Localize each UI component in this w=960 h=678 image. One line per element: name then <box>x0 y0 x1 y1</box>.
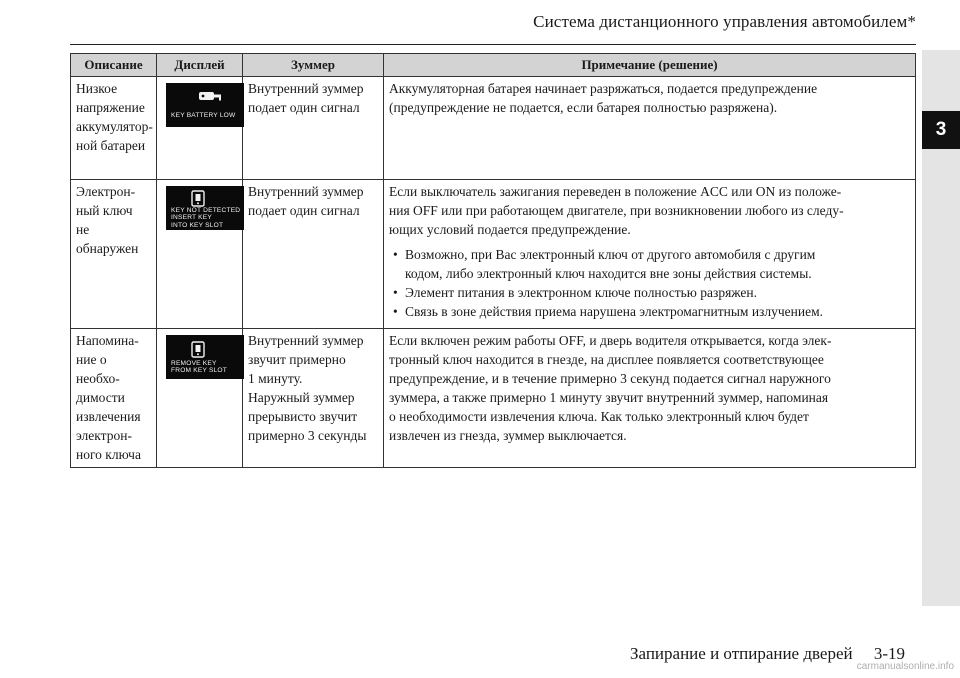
watermark: carmanualsonline.info <box>856 661 954 672</box>
notes-bullet-list <box>389 245 910 321</box>
row-notes <box>384 329 916 468</box>
row-buzzer: Внутренний зуммер подает один сигнал <box>243 180 384 329</box>
page-header-title: Система дистанционного управления автомобилем* <box>533 12 916 31</box>
row-buzzer: Внутренний зуммер подает один сигнал <box>243 77 384 180</box>
notes-text: Если выключатель зажигания переведен в положение ACC или ON из положе- ния OFF или при работающем двигателе, при возникновении любого из следу- ющих условий подается предупреждение. <box>389 184 844 237</box>
key-fob-icon <box>198 89 224 108</box>
display-screen-image <box>166 83 244 127</box>
list-item: • Возможно, при Вас электронный ключ от другого автомобиля с другим кодом, либо электронный ключ находится вне зоны действия системы. <box>389 245 910 283</box>
page-footer: Запирание и отпирание дверей 3-19 <box>630 644 906 663</box>
display-screen-image <box>166 186 244 230</box>
column-header-notes: Примечание (решение) <box>384 54 916 77</box>
header-divider <box>70 44 916 45</box>
notes-text: Если включен режим работы OFF, и дверь водителя открывается, когда элек- тронный ключ находится в гнезде, на дисплее появляется соответствующее предупреждение, и в течение примерно 3 секунд подается сигнал наружного зуммера, а также примерно 1 минуту звучит внутренний зуммер, напоминая о необходимости извлечения ключа. Как только электронный ключ будет извлечен из гнезда, зуммер выключается. <box>389 333 832 443</box>
column-header-buzzer: Зуммер <box>243 54 384 77</box>
row-display <box>157 180 243 329</box>
row-buzzer: Внутренний зуммер звучит примерно 1 минуту. Наружный зуммер прерывисто звучит примерно 3 секунды <box>243 329 384 468</box>
display-caption: KEY NOT DETECTED INSERT KEY INTO KEY SLOT <box>171 207 241 229</box>
list-item: • Элемент питания в электронном ключе полностью разряжен. <box>389 283 910 302</box>
display-caption: KEY BATTERY LOW <box>171 112 236 119</box>
display-caption: REMOVE KEY FROM KEY SLOT <box>171 360 227 375</box>
table-row <box>71 329 916 468</box>
row-description: Электрон- ный ключ не обнаружен <box>71 180 157 329</box>
table-row <box>71 180 916 329</box>
table-header-row <box>71 54 916 77</box>
row-description: Напомина- ние о необхо- димости извлечения электрон- ного ключа <box>71 329 157 468</box>
table-row <box>71 77 916 180</box>
column-header-display: Дисплей <box>157 54 243 77</box>
row-display <box>157 329 243 468</box>
row-description: Низкое напряжение аккумулятор- ной батареи <box>71 77 157 180</box>
row-display <box>157 77 243 180</box>
warnings-table <box>70 53 916 468</box>
list-item: • Связь в зоне действия приема нарушена электромагнитным излучением. <box>389 302 910 321</box>
chapter-number-tab: 3 <box>922 111 960 149</box>
row-notes <box>384 77 916 180</box>
display-screen-image <box>166 335 244 379</box>
notes-text: Аккумуляторная батарея начинает разряжаться, подается предупреждение (предупреждение не подается, если батарея полностью разряжена). <box>389 81 818 115</box>
column-header-description: Описание <box>71 54 157 77</box>
row-notes <box>384 180 916 329</box>
